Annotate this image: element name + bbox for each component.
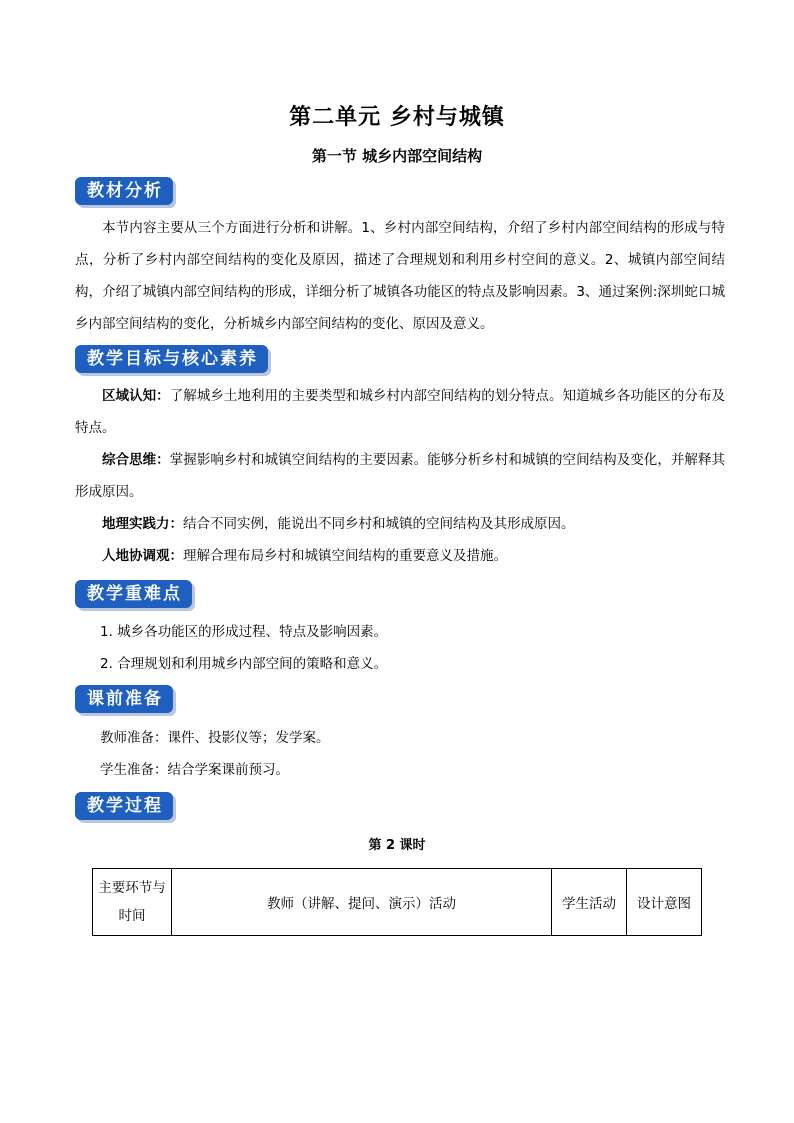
goal-text: 结合不同实例，能说出不同乡村和城镇的空间结构及其形成原因。 — [183, 516, 575, 532]
goal-text: 掌握影响乡村和城镇空间结构的主要因素。能够分析乡村和城镇的空间结构及变化，并解释其形成原因。 — [75, 452, 726, 500]
page-title: 第二单元 乡村与城镇 — [289, 105, 505, 130]
analysis-paragraph: 本节内容主要从三个方面进行分析和讲解。1、乡村内部空间结构，介绍了乡村内部空间结构的形成与特点，分析了乡村内部空间结构的变化及原因，描述了合理规划和利用乡村空间的意义。2、城镇内部空间结构，介绍了城镇内部空间结构的形成，详细分析了城镇各功能区的特点及影响因素。3、通过案例:深圳蛇口城乡内部空间结构的变化，分析城乡内部空间结构的变化、原因及意义。 — [75, 220, 725, 332]
goal-item — [75, 444, 725, 508]
goal-item — [75, 380, 725, 444]
goal-item — [75, 508, 725, 540]
lesson-label: 第 2 课时 — [368, 838, 426, 853]
key-point-item: 1. 城乡各功能区的形成过程、特点及影响因素。 — [100, 624, 388, 640]
goal-label: 人地协调观： — [102, 548, 183, 564]
section-heading-analysis: 教材分析 — [75, 177, 173, 205]
table-header-cell: 教师（讲解、提问、演示）活动 — [172, 869, 552, 936]
process-table — [92, 868, 702, 936]
table-header-cell: 设计意图 — [627, 869, 702, 936]
section-heading-preparation: 课前准备 — [75, 685, 173, 713]
student-preparation: 学生准备：结合学案课前预习。 — [100, 762, 289, 778]
goal-item — [75, 540, 725, 572]
teacher-preparation: 教师准备：课件、投影仪等；发学案。 — [100, 730, 330, 746]
goal-text: 了解城乡土地利用的主要类型和城乡村内部空间结构的划分特点。知道城乡各功能区的分布及特点。 — [75, 388, 726, 436]
goal-text: 理解合理布局乡村和城镇空间结构的重要意义及措施。 — [183, 548, 507, 564]
goal-label: 综合思维： — [102, 452, 170, 468]
section-heading-goals: 教学目标与核心素养 — [75, 345, 268, 373]
goal-label: 区域认知： — [102, 388, 170, 404]
table-header-cell: 主要环节与时间 — [93, 869, 172, 936]
table-header-cell: 学生活动 — [552, 869, 627, 936]
goal-label: 地理实践力： — [102, 516, 183, 532]
key-point-item: 2. 合理规划和利用城乡内部空间的策略和意义。 — [100, 656, 388, 672]
page-subtitle: 第一节 城乡内部空间结构 — [311, 147, 483, 165]
section-heading-key-points: 教学重难点 — [75, 580, 192, 608]
table-header-row — [93, 869, 702, 936]
section-heading-process: 教学过程 — [75, 792, 173, 820]
